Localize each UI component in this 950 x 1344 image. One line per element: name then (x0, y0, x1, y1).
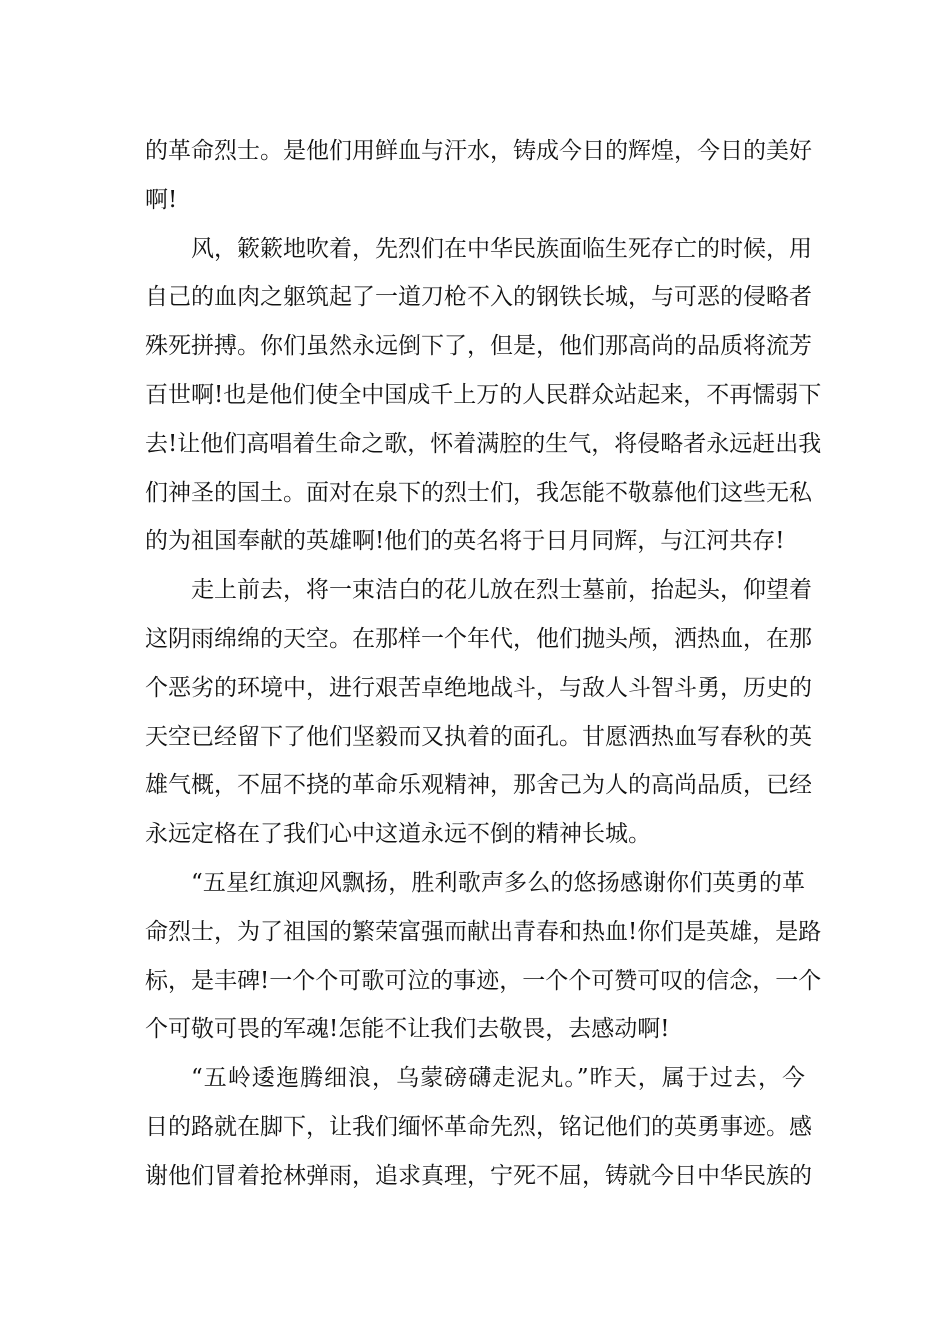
text-line: 的为祖国奉献的英雄啊!他们的英名将于日月同辉，与江河共存! (145, 528, 785, 555)
text-line: 天空已经留下了他们坚毅而又执着的面孔。甘愿洒热血写春秋的英 (145, 723, 812, 750)
text-line: “五星红旗迎风飘扬，胜利歌声多么的悠扬感谢你们英勇的革 (191, 869, 805, 896)
text-line: 雄气概，不屈不挠的革命乐观精神，那舍己为人的高尚品质，已经 (145, 772, 812, 799)
text-line: 啊! (145, 186, 178, 213)
text-line: 这阴雨绵绵的天空。在那样一个年代，他们抛头颅，洒热血，在那 (145, 625, 812, 652)
text-line: 们神圣的国土。面对在泉下的烈士们，我怎能不敬慕他们这些无私 (145, 479, 812, 506)
text-line: 命烈士，为了祖国的繁荣富强而献出青春和热血!你们是英雄，是路 (145, 918, 822, 945)
text-line: 去!让他们高唱着生命之歌，怀着满腔的生气，将侵略者永远赶出我 (145, 430, 822, 457)
text-line: 日的路就在脚下，让我们缅怀革命先烈，铭记他们的英勇事迹。感 (145, 1113, 812, 1140)
text-line: 个可敬可畏的军魂!怎能不让我们去敬畏，去感动啊! (145, 1016, 670, 1043)
text-line: “五岭逶迤腾细浪，乌蒙磅礴走泥丸。”昨天，属于过去，今 (191, 1065, 805, 1092)
text-line: 的革命烈士。是他们用鲜血与汗水，铸成今日的辉煌，今日的美好 (145, 138, 812, 164)
text-line: 殊死拼搏。你们虽然永远倒下了，但是，他们那高尚的品质将流芳 (145, 333, 812, 360)
text-line: 百世啊!也是他们使全中国成千上万的人民群众站起来，不再懦弱下 (145, 381, 822, 408)
text-line: 永远定格在了我们心中这道永远不倒的精神长城。 (145, 821, 651, 848)
text-line: 风，簌簌地吹着，先烈们在中华民族面临生死存亡的时候，用 (191, 235, 812, 262)
text-line: 谢他们冒着抢林弹雨，追求真理，宁死不屈，铸就今日中华民族的 (145, 1162, 812, 1189)
text-line: 个恶劣的环境中，进行艰苦卓绝地战斗，与敌人斗智斗勇，历史的 (145, 674, 812, 701)
text-line: 自己的血肉之躯筑起了一道刀枪不入的钢铁长城，与可恶的侵略者 (145, 284, 812, 311)
text-line: 走上前去，将一束洁白的花儿放在烈士墓前，抬起头，仰望着 (191, 577, 812, 604)
body-text (145, 127, 822, 1201)
text-line: 标，是丰碑!一个个可歌可泣的事迹，一个个可赞可叹的信念，一个 (145, 967, 822, 994)
